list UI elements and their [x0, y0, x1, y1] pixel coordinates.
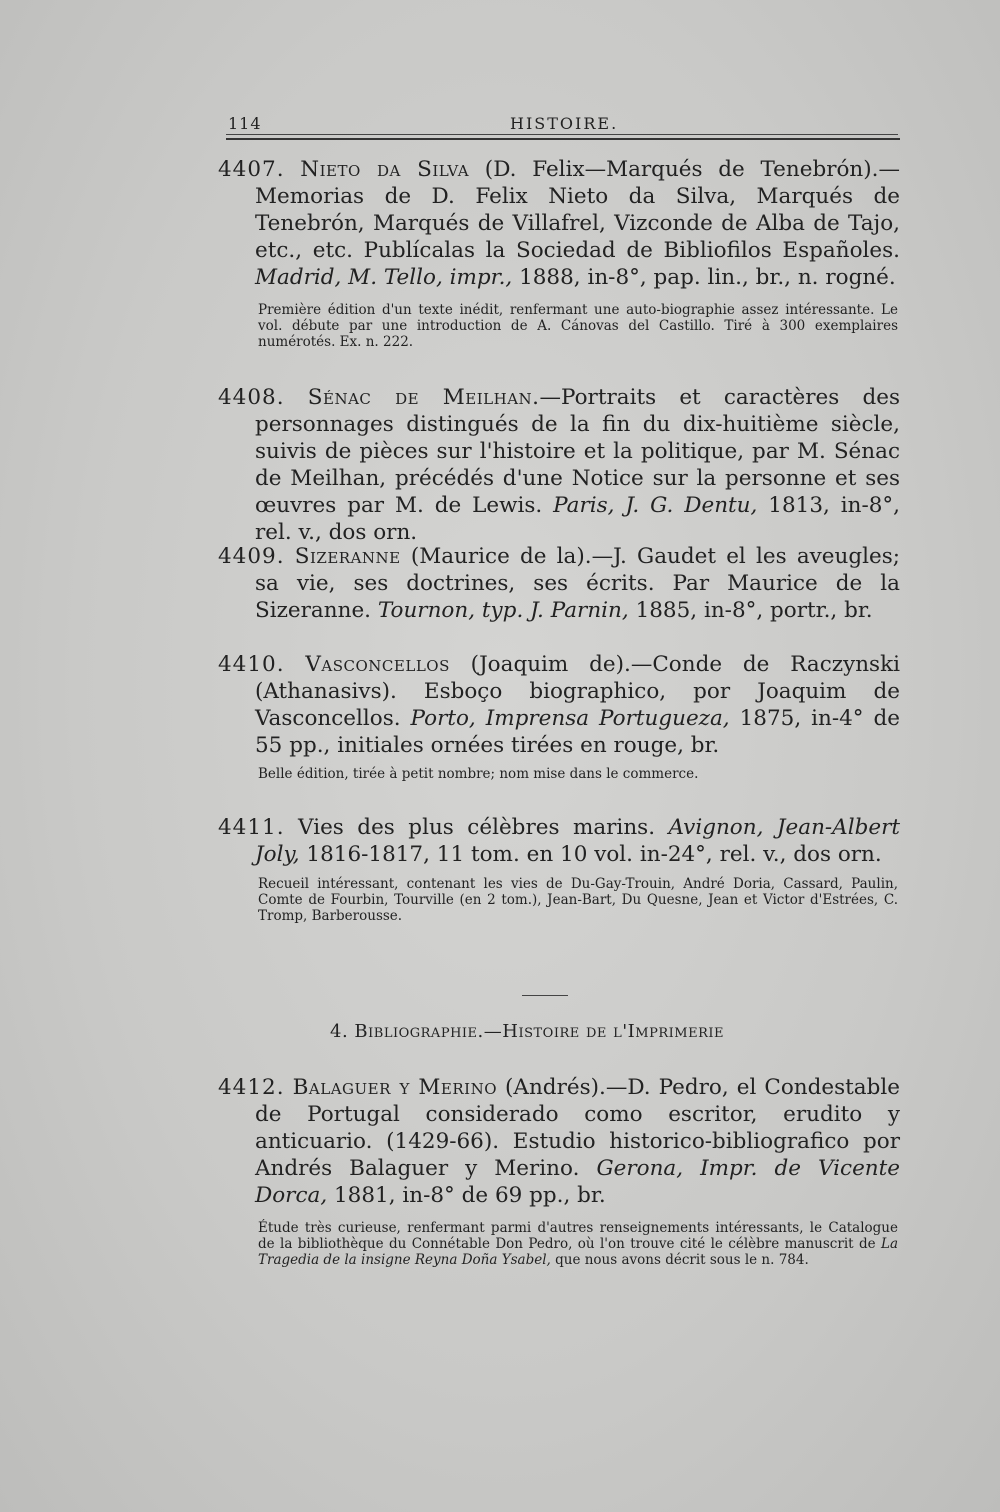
entry-author: Balaguer y Merino [292, 1075, 497, 1100]
entry-number: 4410. [218, 652, 285, 677]
entry-note-4410: Belle édition, tirée à petit nombre; nom mise dans le commerce. [258, 766, 699, 782]
entry-text: (D. Felix—Marqués de Tenebrón).—Memorias de D. Felix Nieto da Silva, Marqués de Tenebrón, Marqués de Villafrel, Vizconde de Alba de Tajo, etc., etc. Publícalas la Sociedad de Bibliofilos Españoles. [255, 157, 900, 263]
catalog-entry-4407 [218, 156, 900, 291]
entry-text: (Maurice de la).—J. Gaudet el les aveugles; sa vie, ses doctrines, ses écrits. Par Maurice de la Sizeranne. [255, 544, 901, 623]
note-text-end: que nous avons décrit sous le n. 784. [550, 1252, 809, 1268]
entry-number: 4411. [218, 815, 285, 840]
entry-imprint: Avignon, Jean-Albert Joly, [255, 815, 900, 867]
entry-text-end: 1881, in-8° de 69 pp., br. [327, 1183, 606, 1208]
entry-text: Vies des plus célèbres marins. [284, 815, 669, 840]
entry-imprint: Paris, J. G. Dentu, [553, 493, 758, 518]
entry-text-end: 1885, in-8°, portr., br. [628, 598, 873, 623]
catalog-entry-4410 [218, 651, 900, 759]
entry-text-end: 1888, in-8°, pap. lin., br., n. rogné. [512, 265, 896, 290]
catalog-entry-4411 [218, 814, 900, 868]
entry-author: Vasconcellos [305, 652, 450, 677]
entry-note-4412 [258, 1220, 898, 1268]
section-number: 4. [330, 1021, 349, 1042]
entry-note-4411: Recueil intéressant, contenant les vies de Du-Gay-Trouin, André Doria, Cassard, Paulin, Comte de Fourbin, Tourville (en 2 tom.), Jean-Bart, Du Quesne, Jean et Victor d'Estrées, C. Tromp, Barberousse. [258, 876, 898, 924]
entry-imprint: Gerona, Impr. de Vicente Dorca, [255, 1156, 900, 1208]
page-number: 114 [228, 114, 262, 133]
note-cited-title: La Tragedia de la insigne Reyna Doña Ysabel, [258, 1236, 898, 1268]
entry-author: Sénac de Meilhan. [307, 385, 540, 410]
section-title-text: Bibliographie.—Histoire de l'Imprimerie [354, 1021, 724, 1042]
section-separator [522, 995, 568, 996]
entry-imprint: Madrid, M. Tello, impr., [255, 265, 513, 290]
entry-number: 4412. [218, 1075, 285, 1100]
entry-imprint: Tournon, typ. J. Parnin, [377, 598, 629, 623]
entry-text: (Andrés).—D. Pedro, el Condestable de Portugal considerado como escritor, erudito y anticuario. (1429-66). Estudio historico-bibliografico por Andrés Balaguer y Merino. [255, 1075, 900, 1181]
header-rule-thick [226, 138, 900, 140]
entry-text-end: 1816-1817, 11 tom. en 10 vol. in-24°, rel. v., dos orn. [299, 842, 882, 867]
catalog-entry-4408 [218, 384, 901, 546]
entry-text-end: 1813, in-8°, rel. v., dos orn. [255, 493, 900, 545]
entry-text: —Portraits et caractères des personnages distingués de la fin du dix-huitième siècle, suivis de pièces sur l'histoire et la politique, par M. Sénac de Meilhan, précédés d'une Notice sur la personne et ses œuvres par M. de Lewis. [255, 385, 901, 518]
catalog-entry-4409 [218, 543, 901, 624]
entry-author: Nieto da Silva [300, 157, 470, 182]
entry-number: 4407. [218, 157, 285, 182]
entry-note-4407: Première édition d'un texte inédit, renfermant une auto-biographie assez intéressante. Le vol. débute par une introduction de A. Cánovas del Castillo. Tiré à 300 exemplaires numérotés. Ex. n. 222. [258, 302, 898, 350]
entry-number: 4408. [218, 385, 285, 410]
section-heading [330, 1020, 810, 1044]
entry-text: (Joaquim de).—Conde de Raczynski (Athanasivs). Esboço biographico, por Joaquim de Vasconcellos. [255, 652, 900, 731]
header-rule [226, 134, 898, 135]
note-text: Étude très curieuse, renfermant parmi d'autres renseignements intéressants, le Catalogue de la bibliothèque du Connétable Don Pedro, où l'on trouve cité le célèbre manuscrit de [258, 1220, 898, 1252]
catalog-entry-4412 [218, 1074, 900, 1209]
entry-number: 4409. [218, 544, 285, 569]
entry-imprint: Porto, Imprensa Portugueza, [410, 706, 730, 731]
entry-author: Sizeranne [294, 544, 401, 569]
entry-text-end: 1875, in-4° de 55 pp., initiales ornées tirées en rouge, br. [255, 706, 900, 758]
running-title: HISTOIRE. [510, 114, 619, 133]
